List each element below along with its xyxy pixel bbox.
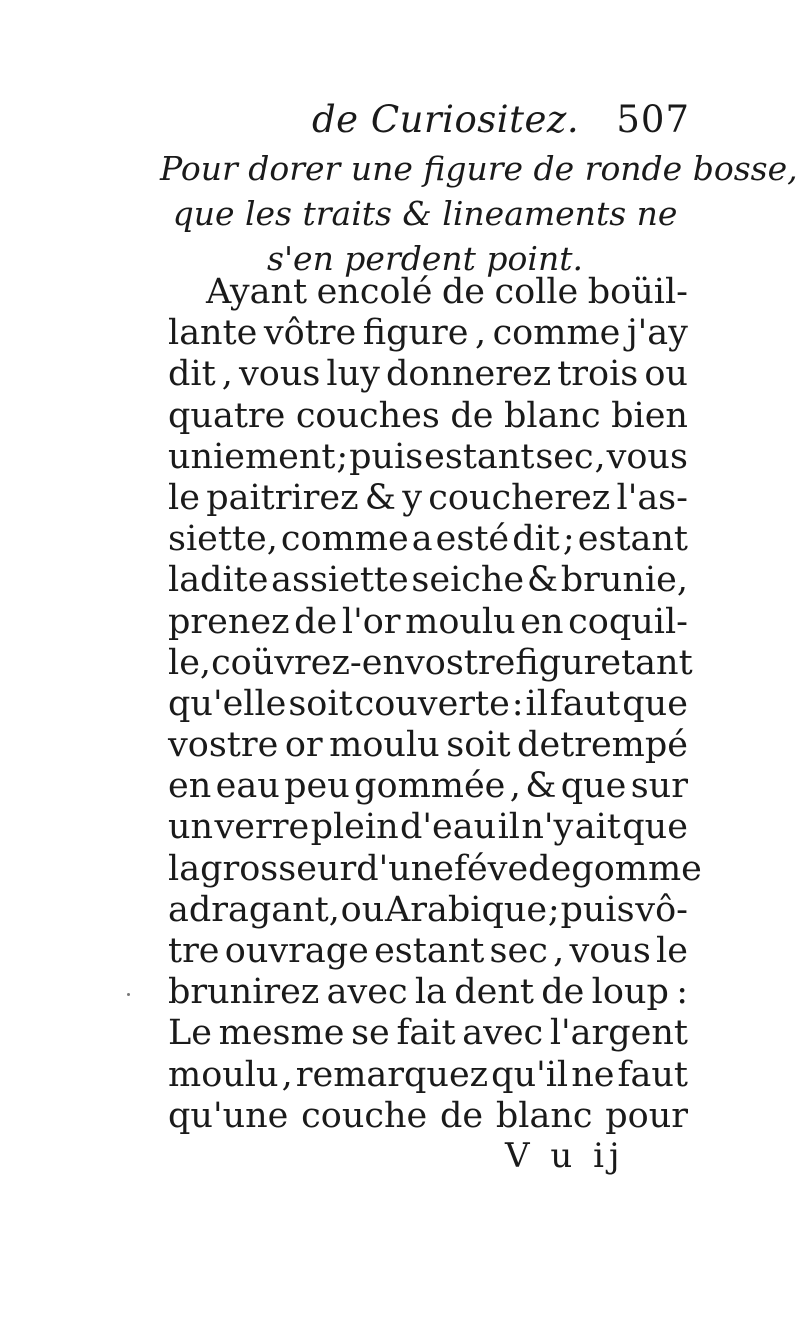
text-line: prenez de l'or moulu en coquil- — [168, 601, 688, 642]
text-line: ladite assiette seiche & brunie, — [168, 560, 688, 601]
page-number: 507 — [616, 98, 690, 141]
text-line: moulu , remarquez qu'il ne faut — [168, 1054, 688, 1095]
section-heading — [160, 146, 798, 281]
text-line: qu'une couche de blanc pour — [168, 1095, 688, 1136]
text-line: adragant, ou Arabique ; puis vô- — [168, 889, 688, 930]
heading-line: Pour dorer une figure de ronde bosse, — [160, 149, 798, 188]
text-line: la grosseur d'une féve de gomme — [168, 848, 702, 889]
text-line: lante vôtre figure , comme j'ay — [168, 313, 688, 354]
text-line: brunirez avec la dent de loup : — [168, 972, 688, 1013]
text-line: en eau peu gommée , & que sur — [168, 766, 688, 807]
text-line: vostre or moulu soit detrempé — [168, 725, 688, 766]
text-line: qu'elle soit couverte : il faut que — [168, 683, 688, 724]
text-line: dit , vous luy donnerez trois ou — [168, 354, 688, 395]
text-line: tre ouvrage estant sec , vous le — [168, 931, 688, 971]
paper-speck — [127, 993, 130, 996]
text-line: siette, comme a esté dit ; estant — [168, 519, 688, 560]
text-line: un verre plein d'eau il n'y ait que — [168, 807, 688, 848]
text-line: Ayant encolé de colle boüil- — [206, 272, 688, 312]
running-title: de Curiositez. — [312, 98, 580, 141]
text-line: uniement ; puis estant sec , vous — [168, 436, 688, 477]
text-line: le paitrirez & y coucherez l'as- — [168, 477, 688, 518]
text-line: quatre couches de blanc bien — [168, 395, 688, 436]
heading-line: que les traits & lineaments ne — [172, 194, 678, 233]
signature-mark: V u ij — [505, 1136, 625, 1176]
heading-line: s'en perdent point. — [267, 239, 583, 278]
running-head — [160, 98, 690, 148]
text-line: Le mesme se fait avec l'argent — [168, 1013, 688, 1054]
body-text — [168, 272, 702, 1137]
text-line: le , coüvrez-en vostre figure tant — [168, 642, 693, 683]
